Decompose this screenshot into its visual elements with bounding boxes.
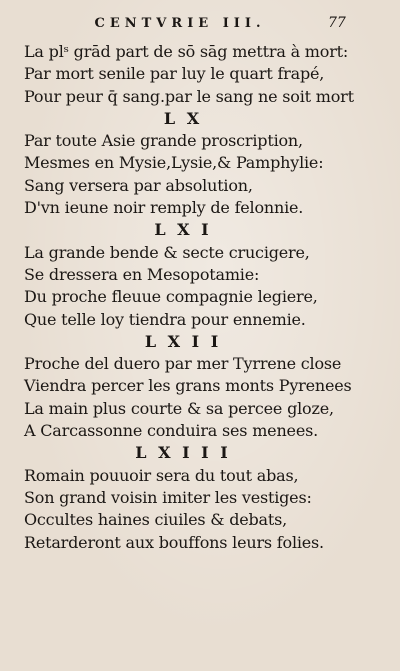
verse-line: Mesmes en Mysie,Lysie,& Pamphylie: [24,153,324,173]
quatrain-number: L X [163,108,203,128]
running-head: CENTVRIE III. [94,16,266,31]
verse-line: Retarderont aux bouffons leurs folies. [24,532,324,552]
verse-line: La main plus courte & sa percee gloze, [24,398,334,418]
page-header [0,6,400,46]
verse-line: A Carcassonne conduira ses menees. [24,421,318,441]
verse-line: Que telle loy tiendra pour ennemie. [24,309,306,329]
verse-line: D'vn ieune noir remply de felonnie. [24,198,304,218]
page-number: 77 [328,15,346,31]
verse-line: Son grand voisin imiter les vestiges: [24,487,312,507]
text-block [24,41,384,554]
verse-line: Viendra percer les grans monts Pyrenees [24,376,352,396]
verse-line: Romain pouuoir sera du tout abas, [24,465,299,485]
verse-line: Se dressera en Mesopotamie: [24,264,260,284]
quatrain-number: L X I I I [135,443,231,463]
quatrain-number: L X I [154,220,212,240]
verse-line: Pour peur q̄ sang.par le sang ne soit mort [24,86,354,106]
verse-line: Par mort senile par luy le quart frapé, [24,64,325,84]
verse-line: La grande bende & secte crucigere, [24,242,310,262]
verse-line: Occultes haines ciuiles & debats, [24,510,288,530]
verse-line: Par toute Asie grande proscription, [24,131,303,151]
verse-line: La plˢ grād part de sō sāg mettra à mort: [24,42,349,61]
quatrain-number: L X I I [144,331,222,351]
verse-line: Proche del duero par mer Tyrrene close [24,354,342,374]
verse-line: Du proche fleuue compagnie legiere, [24,287,318,307]
verse-line: Sang versera par absolution, [24,175,253,195]
